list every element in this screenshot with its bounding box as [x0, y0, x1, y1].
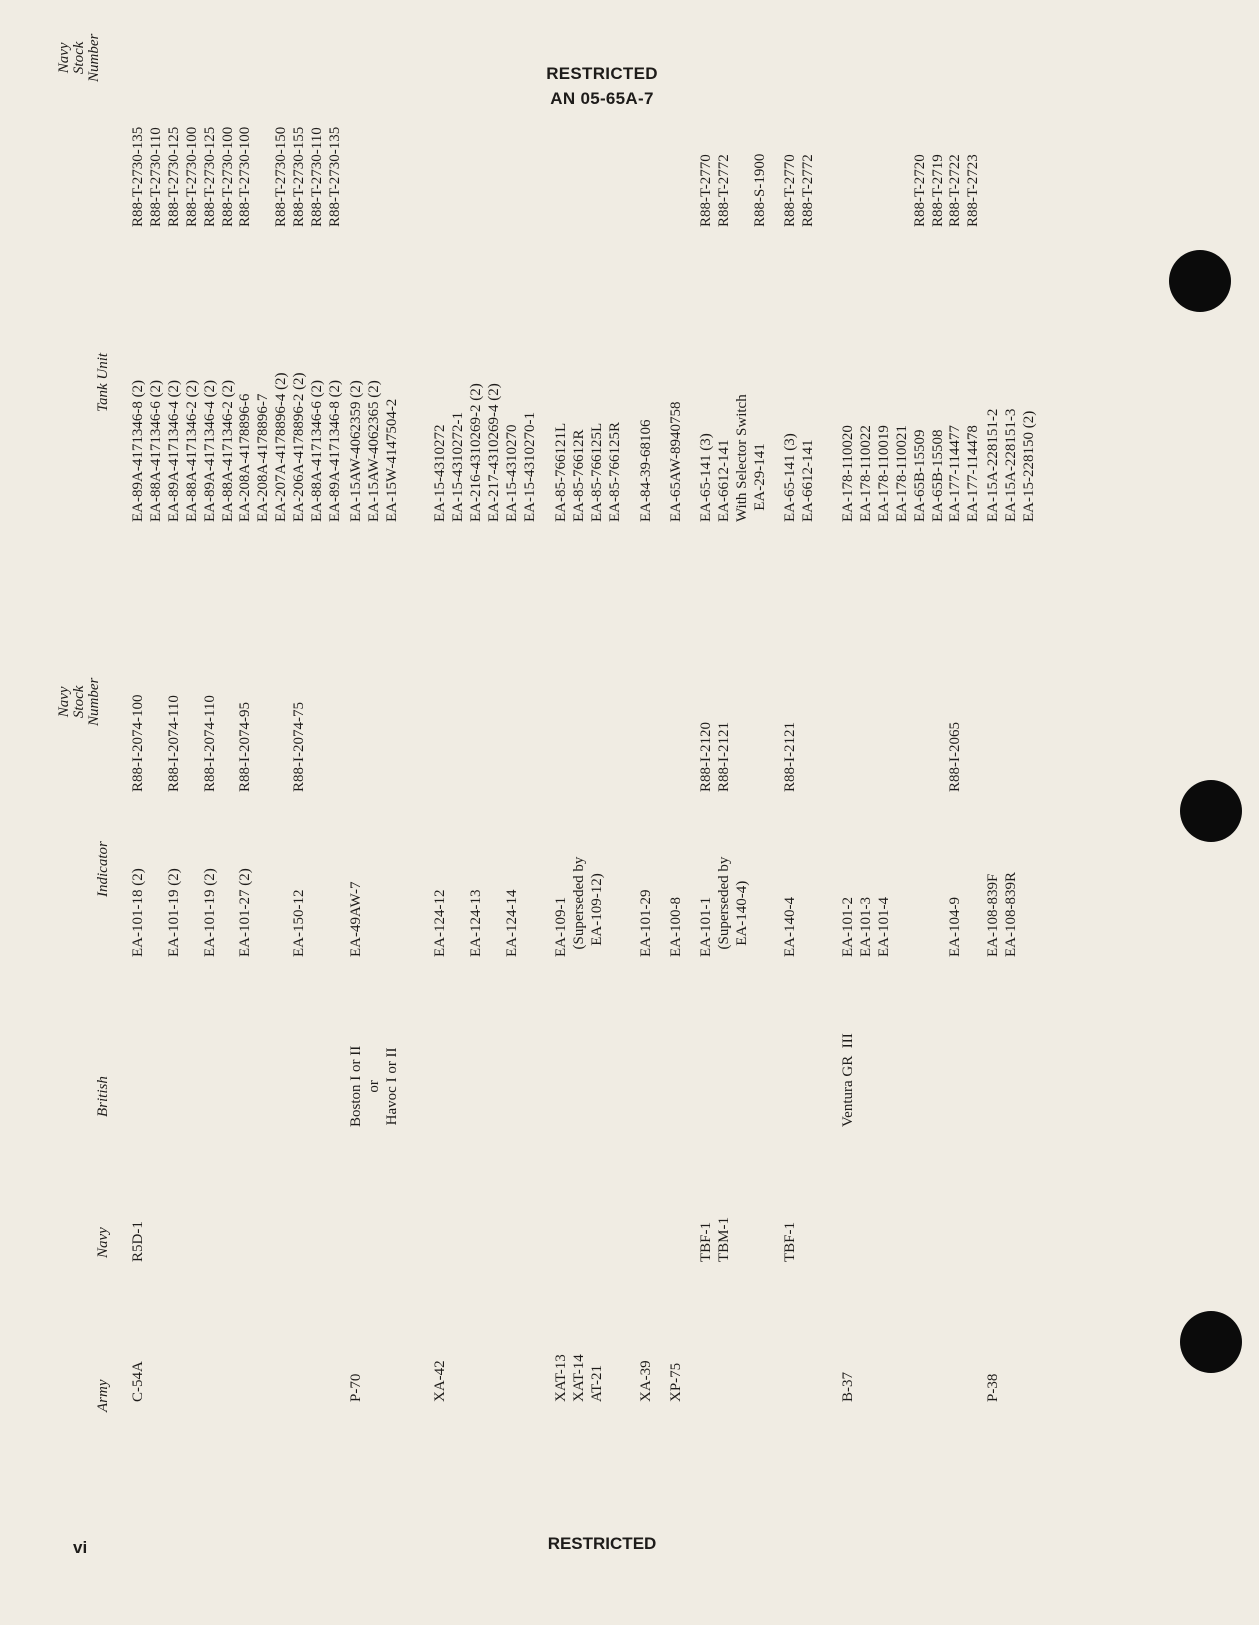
row-2-tank-unit: EA-15AW-4062359 (2) EA-15AW-4062365 (2) EA-15W-4147504-2	[348, 380, 400, 522]
row-6-tank-unit: EA-65AW-8940758	[668, 401, 684, 522]
column-header-indicator: Indicator	[95, 841, 111, 897]
row-1-tank-unit: EA-89A-4171346-8 (2) EA-88A-4171346-6 (2) EA-89A-4171346-4 (2) EA-88A-4171346-2 (2) EA-89A-4171346-4 (2) EA-88A-4171346-2 (2) EA-208A-4178896-6 EA-208A-4178896-7 EA-207A-4178896-4 (2) EA-206A-4178896-2 (2) EA-88A-4171346-6 (2) EA-89A-4171346-8 (2)	[130, 372, 343, 522]
row-4-indicator: EA-109-1 (Superseded by EA-109-12)	[553, 856, 605, 957]
row-7-tank-unit: EA-65-141 (3) EA-6612-141 With Selector Switch EA-29-141	[698, 394, 768, 522]
row-9-navy-stock-1: R88-I-2065	[947, 722, 964, 792]
row-1-navy: R5D-1	[130, 1221, 146, 1262]
row-1-army: C-54A	[130, 1361, 146, 1402]
row-7-navy-stock-1: R88-I-2120 R88-I-2121	[698, 722, 732, 792]
row-8-tank-unit: EA-65-141 (3) EA-6612-141	[782, 433, 816, 522]
navy-stock-number-2-text: Navy Stock Number	[56, 33, 102, 82]
aircraft-indicator-table	[56, 2, 1250, 1412]
row-3-indicator: EA-124-12 EA-124-13 EA-124-14	[432, 889, 520, 957]
row-1-navy-stock-1: R88-I-2074-100 R88-I-2074-110 R88-I-2074-110 R88-I-2074-95 R88-I-2074-75	[130, 694, 308, 792]
row-8-navy-stock-2: R88-T-2770 R88-T-2772	[782, 154, 816, 227]
row-6-army: XP-75	[668, 1362, 684, 1402]
navy-stock-number-1-text: Navy Stock Number	[56, 677, 102, 726]
column-header-navy: Navy	[95, 1227, 111, 1258]
row-7-navy-stock-2: R88-T-2770 R88-T-2772 R88-S-1900	[698, 153, 768, 227]
column-header-army: Army	[95, 1379, 111, 1412]
classification-footer: RESTRICTED	[547, 1534, 657, 1553]
row-4-army: XAT-13 XAT-14 AT-21	[553, 1354, 605, 1402]
row-8-navy: TBF-1	[782, 1221, 798, 1262]
row-8-navy-stock-1: R88-I-2121	[782, 722, 798, 792]
row-9-army: B-37	[840, 1372, 856, 1402]
row-10-indicator: EA-108-839F EA-108-839R	[985, 872, 1019, 957]
row-6-indicator: EA-100-8	[668, 897, 684, 957]
row-3-army: XA-42	[432, 1360, 448, 1402]
column-header-navy-stock-number-2	[57, 34, 102, 82]
classification-header: RESTRICTED	[546, 64, 658, 83]
row-9-british: Ventura GR III	[840, 1033, 856, 1127]
row-1-navy-stock-2: R88-T-2730-135 R88-T-2730-110 R88-T-2730-125 R88-T-2730-100 R88-T-2730-125 R88-T-2730-100 R88-T-2730-100 R88-T-2730-150 R88-T-2730-155 R88-T-2730-110 R88-T-2730-135	[130, 126, 343, 227]
row-9-navy-stock-2: R88-T-2720 R88-T-2719 R88-T-2722 R88-T-2723	[911, 154, 982, 227]
row-7-indicator: EA-101-1 (Superseded by EA-140-4)	[698, 856, 750, 957]
row-1-indicator: EA-101-18 (2) EA-101-19 (2) EA-101-19 (2) EA-101-27 (2) EA-150-12	[130, 868, 308, 957]
column-header-british: British	[95, 1076, 111, 1117]
row-4-tank-unit: EA-85-766121L EA-85-76612R EA-85-766125L EA-85-766125R	[553, 422, 623, 522]
row-8-indicator: EA-140-4	[782, 897, 798, 957]
document-number: AN 05-65A-7	[550, 89, 654, 108]
row-9-tank-unit: EA-178-110020 EA-178-110022 EA-178-110019 EA-178-110021 EA-65B-15509 EA-65B-15508 EA-177-114477 EA-177-114478	[840, 425, 982, 522]
row-2-british: Boston I or II or Havoc I or II	[348, 1045, 400, 1127]
row-10-army: P-38	[985, 1373, 1001, 1402]
row-2-army: P-70	[348, 1373, 364, 1402]
row-5-tank-unit: EA-84-39-68106	[638, 419, 654, 522]
row-3-tank-unit: EA-15-4310272 EA-15-4310272-1 EA-216-4310269-2 (2) EA-217-4310269-4 (2) EA-15-4310270 EA-15-4310270-1	[432, 383, 538, 522]
row-10-tank-unit: EA-15A-228151-2 EA-15A-228151-3 EA-15-228150 (2)	[985, 408, 1037, 522]
row-9-indicator: EA-101-2 EA-101-3 EA-101-4 EA-104-9	[840, 897, 964, 957]
column-header-navy-stock-number-1	[57, 678, 102, 726]
row-5-indicator: EA-101-29	[638, 889, 654, 957]
page-number: vi	[73, 1538, 88, 1557]
row-7-navy: TBF-1 TBM-1	[698, 1217, 732, 1262]
row-2-indicator: EA-49AW-7	[348, 881, 364, 957]
column-header-tank-unit: Tank Unit	[95, 352, 111, 412]
row-5-army: XA-39	[638, 1360, 654, 1402]
